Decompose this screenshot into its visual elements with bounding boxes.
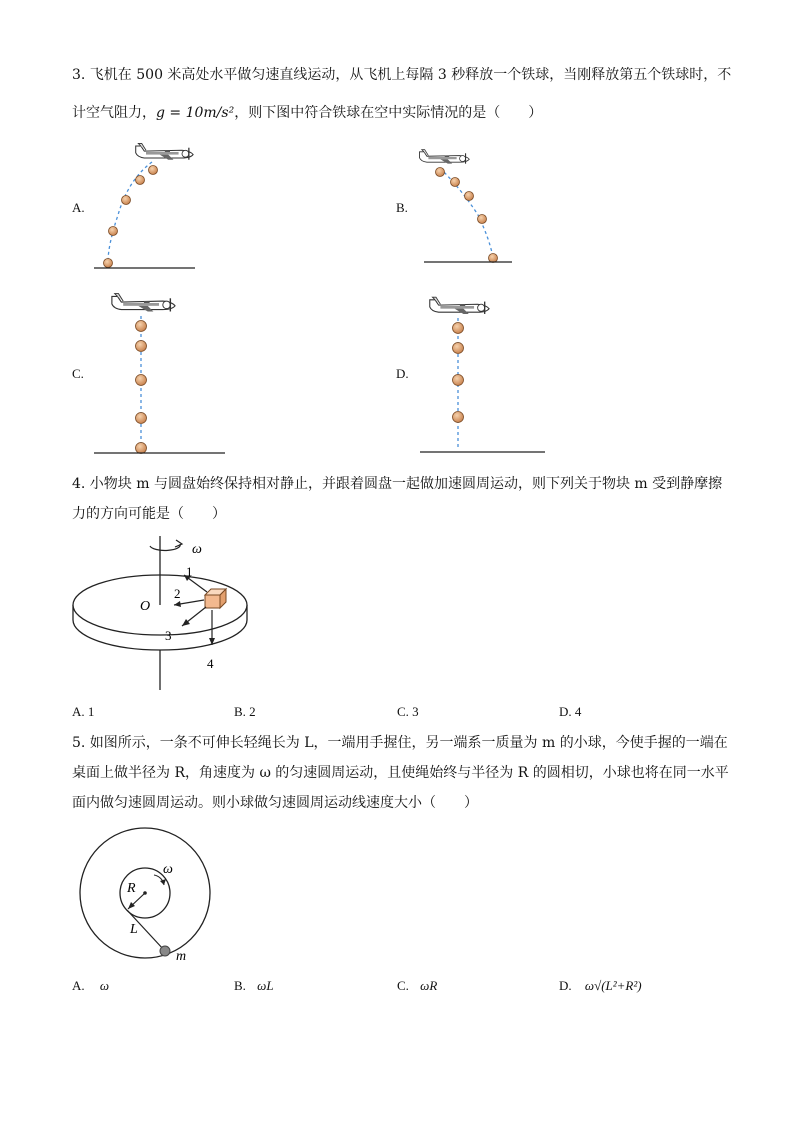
q5-option-c-value: ωR <box>420 978 438 993</box>
iron-ball <box>136 443 147 454</box>
q5-option-d[interactable] <box>559 978 642 994</box>
q5-option-a[interactable] <box>72 978 109 994</box>
q3-line-2b: ，则下图中符合铁球在空中实际情况的是（ ） <box>234 105 543 121</box>
q5-option-a-letter: A. <box>72 978 85 993</box>
iron-ball <box>136 341 147 352</box>
q3-option-a-label[interactable]: A. <box>72 200 85 215</box>
q4-arrow-1-label: 1 <box>186 564 193 579</box>
q4-arrow-2-label: 2 <box>174 586 181 601</box>
q4-omega-label: ω <box>192 542 202 557</box>
q5-option-d-value: ω√(L²+R²) <box>584 978 642 993</box>
iron-ball <box>149 166 158 175</box>
q5-option-c[interactable] <box>397 978 437 994</box>
iron-ball <box>109 227 118 236</box>
q5-mass-label: m <box>176 949 187 964</box>
q5-option-d-letter: D. <box>559 978 572 993</box>
q3-option-d-label[interactable]: D. <box>396 366 409 381</box>
airplane-icon <box>112 294 175 312</box>
iron-ball <box>465 192 474 201</box>
q4-disc-figure <box>73 536 247 690</box>
q4-option-a[interactable]: A. 1 <box>72 704 95 719</box>
q5-line-1: 5. 如图所示，一条不可伸长轻绳长为 L，一端用手握住，另一端系一质量为 m 的小球，今使手握的一端在 <box>72 735 728 751</box>
q4-option-c[interactable]: C. 3 <box>397 704 419 719</box>
q4-origin-label: O <box>140 599 151 614</box>
q3-figure-b <box>419 150 512 263</box>
q5-option-c-letter: C. <box>397 978 409 993</box>
q5-option-a-value: ω <box>99 978 110 993</box>
iron-ball <box>436 168 445 177</box>
airplane-icon <box>136 143 193 159</box>
iron-ball <box>453 375 464 386</box>
iron-ball <box>451 178 460 187</box>
iron-ball <box>136 413 147 424</box>
airplane-icon <box>430 297 489 314</box>
iron-ball <box>122 196 131 205</box>
q3-figure-d <box>420 297 545 452</box>
q5-option-b-letter: B. <box>234 978 246 993</box>
iron-ball <box>453 323 464 334</box>
q3-line-2a: 计空气阻力， <box>72 105 156 121</box>
q3-figure-c <box>94 294 225 454</box>
q4-arrow-3-label: 3 <box>165 628 172 643</box>
q3-formula: g = 10m/s² <box>156 105 235 121</box>
q5-radius-label: R <box>127 881 136 896</box>
q3-line-1: 3. 飞机在 500 米高处水平做匀速直线运动，从飞机上每隔 3 秒释放一个铁球，当刚释放第五个铁球时，不 <box>72 67 732 83</box>
iron-ball <box>104 259 113 268</box>
q5-circle-figure <box>80 828 210 964</box>
iron-ball <box>453 343 464 354</box>
q4-line-2: 力的方向可能是（ ） <box>72 506 226 522</box>
q5-line-2: 桌面上做半径为 R，角速度为 ω 的匀速圆周运动，且使绳始终与半径为 R 的圆相切，小球也将在同一水平 <box>72 765 729 781</box>
q4-option-b[interactable]: B. 2 <box>234 704 256 719</box>
iron-ball <box>489 254 498 263</box>
q4-arrow-4-label: 4 <box>207 656 214 671</box>
q5-omega-label: ω <box>163 862 173 877</box>
q3-option-b-label[interactable]: B. <box>396 200 408 215</box>
iron-ball <box>136 176 145 185</box>
iron-ball <box>136 375 147 386</box>
q5-option-b[interactable] <box>234 978 274 994</box>
q5-rope-label: L <box>130 922 138 937</box>
q4-option-d[interactable]: D. 4 <box>559 704 582 719</box>
iron-ball <box>478 215 487 224</box>
iron-ball <box>453 412 464 423</box>
q4-line-1: 4. 小物块 m 与圆盘始终保持相对静止，并跟着圆盘一起做加速圆周运动，则下列关于物块 m 受到静摩擦 <box>72 476 723 492</box>
iron-ball <box>136 321 147 332</box>
q3-figure-a <box>94 143 195 268</box>
q3-option-c-label[interactable]: C. <box>72 366 84 381</box>
q5-line-3: 面内做匀速圆周运动。则小球做匀速圆周运动线速度大小（ ） <box>72 795 478 811</box>
q5-option-b-value: ωL <box>257 978 274 993</box>
airplane-icon <box>419 150 469 164</box>
